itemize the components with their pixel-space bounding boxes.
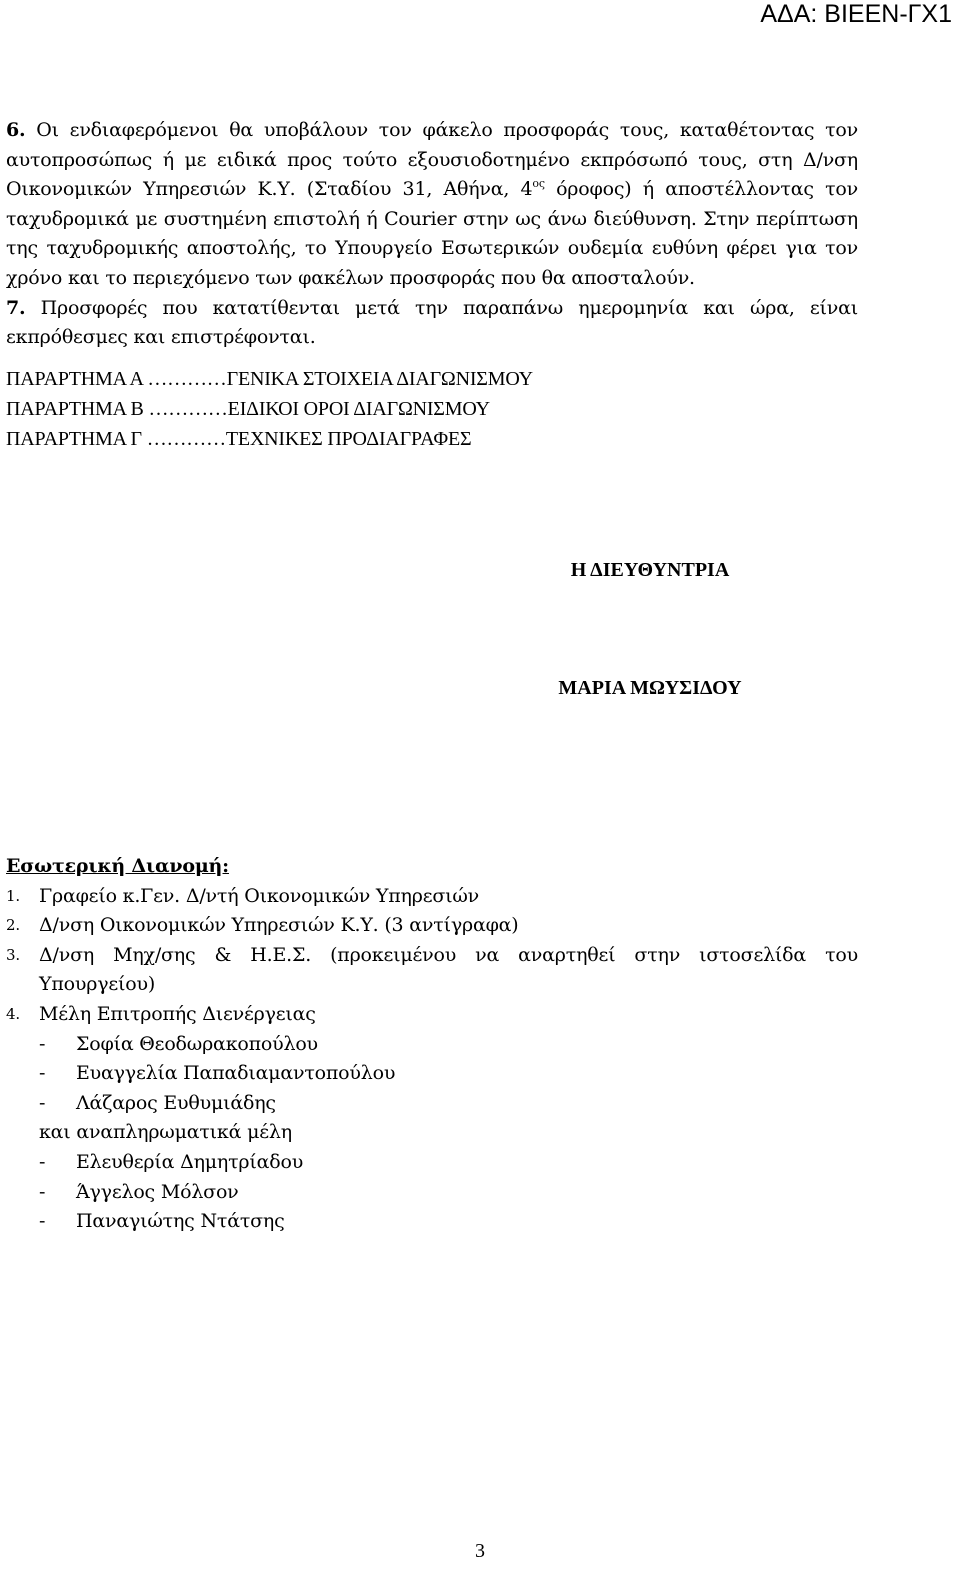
alternate-item: [6, 1178, 858, 1208]
list-item: [6, 882, 858, 912]
alternates-label: και αναπληρωματικά μέλη: [39, 1121, 292, 1144]
alternate-name: Ελευθερία Δημητρίαδου: [76, 1150, 304, 1173]
section-6-text-b: όροφος) ή αποστέλλοντας τον ταχυδρομικά με συστημένη επιστολή ή Courier στην ως άνω διεύθυνση. Στην περίπτωση της ταχυδρομικής αποστολής, το Υπουργείο Εσωτερικών ουδεμία ευθύνη φέρει για τον χρόνο και το περιεχόμενο των φακέλων προσφοράς που θα αποσταλούν.: [6, 178, 858, 289]
list-item-number: 3.: [6, 945, 20, 964]
annex-c: ΠΑΡΑΡΤΗΜΑ Γ …………ΤΕΧΝΙΚΕΣ ΠΡΟΔΙΑΓΡΑΦΕΣ: [6, 427, 472, 450]
member-dash: -: [39, 1032, 46, 1055]
list-item-text: Δ/νση Οικονομικών Υπηρεσιών Κ.Υ. (3 αντίγραφα): [39, 914, 519, 937]
distribution-heading: Εσωτερική Διανομή:: [6, 855, 229, 877]
section-6-sup: ος: [532, 177, 545, 191]
ada-code: ΑΔΑ: ΒΙΕΕΝ-ΓΧ1: [760, 0, 952, 28]
alternate-name: Άγγελος Μόλσον: [76, 1180, 239, 1203]
annex-list: [6, 364, 858, 454]
list-item: [6, 941, 858, 1000]
list-item-text: Μέλη Επιτροπής Διενέργειας: [39, 1002, 316, 1025]
member-item: [6, 1059, 858, 1089]
section-6-number: 6.: [6, 119, 26, 141]
signature-role: Η ΔΙΕΥΘΥΝΤΡΙΑ: [570, 559, 730, 581]
alternate-dash: -: [39, 1180, 46, 1203]
document-body: [6, 116, 858, 454]
page-number: 3: [475, 1540, 485, 1562]
list-item-number: 1.: [6, 886, 20, 905]
member-name: Σοφία Θεοδωρακοπούλου: [76, 1032, 318, 1055]
member-item: [6, 1089, 858, 1119]
member-dash: -: [39, 1062, 46, 1085]
section-7-text: Προσφορές που κατατίθενται μετά την παραπάνω ημερομηνία και ώρα, είναι εκπρόθεσμες και επιστρέφονται.: [6, 296, 858, 349]
signature-name: ΜΑΡΙΑ ΜΩΥΣΙΔΟΥ: [558, 677, 742, 699]
annex-a: ΠΑΡΑΡΤΗΜΑ Α …………ΓΕΝΙΚΑ ΣΤΟΙΧΕΙΑ ΔΙΑΓΩΝΙΣΜΟΥ: [6, 367, 533, 390]
list-item-number: 2.: [6, 916, 20, 935]
section-6-text-a: Οι ενδιαφερόμενοι θα υποβάλουν τον φάκελο προσφοράς τους, καταθέτοντας τον αυτοπροσώπως ή με ειδικά προς τούτο εξουσιοδοτημένο εκπρόσωπό τους, στη Δ/νση Οικονομικών Υπηρεσιών Κ.Υ. (Σταδίου 31, Αθήνα, 4: [6, 119, 858, 201]
section-7: [6, 294, 858, 353]
list-item: [6, 1000, 858, 1030]
member-name: Λάζαρος Ευθυμιάδης: [76, 1091, 276, 1114]
section-6: [6, 116, 858, 294]
alternate-dash: -: [39, 1150, 46, 1173]
distribution-list: [6, 852, 858, 1237]
list-item-number: 4.: [6, 1004, 20, 1023]
member-dash: -: [39, 1091, 46, 1114]
alternate-name: Παναγιώτης Ντάτσης: [76, 1210, 285, 1233]
section-7-number: 7.: [6, 296, 26, 319]
alternate-item: [6, 1207, 858, 1237]
list-item-text: Δ/νση Μηχ/σης & Η.Ε.Σ. (προκειμένου να αναρτηθεί στην ιστοσελίδα του Υπουργείου): [39, 943, 858, 996]
alternate-item: [6, 1148, 858, 1178]
member-item: [6, 1030, 858, 1060]
member-name: Ευαγγελία Παπαδιαμαντοπούλου: [76, 1062, 396, 1085]
annex-b: ΠΑΡΑΡΤΗΜΑ Β …………ΕΙΔΙΚΟΙ ΟΡΟΙ ΔΙΑΓΩΝΙΣΜΟΥ: [6, 397, 490, 420]
alternate-dash: -: [39, 1210, 46, 1233]
list-item: [6, 911, 858, 941]
list-item-text: Γραφείο κ.Γεν. Δ/ντή Οικονομικών Υπηρεσιών: [39, 884, 480, 907]
